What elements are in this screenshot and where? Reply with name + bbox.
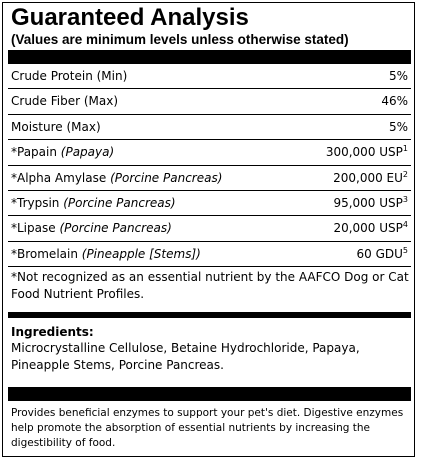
nutrient-name: *Alpha Amylase: [11, 170, 111, 185]
guaranteed-analysis-panel: [2, 2, 415, 457]
footnote-ref: 3: [402, 194, 408, 204]
footnote-ref: 5: [402, 245, 408, 255]
nutrient-name: *Lipase: [11, 221, 60, 236]
top-divider-bar: [8, 50, 411, 64]
nutrient-name: *Bromelain: [11, 246, 82, 261]
nutrient-name: *Papain: [11, 145, 61, 160]
table-row: [8, 166, 411, 191]
nutrient-footnote: *Not recognized as an essential nutrient by the AAFCO Dog or Cat Food Nutrient Profiles.: [11, 270, 409, 301]
table-row: [8, 242, 411, 267]
analysis-table: [8, 64, 411, 267]
bottom-divider-bar: [8, 387, 411, 401]
table-row: [8, 89, 411, 114]
ingredients-text: Microcrystalline Cellulose, Betaine Hydrochloride, Papaya, Pineapple Stems, Porcine Pancreas.: [11, 341, 360, 372]
panel-title: Guaranteed Analysis: [11, 4, 249, 31]
nutrient-value: 95,000 USP: [333, 195, 403, 210]
nutrient-name: Crude Fiber (Max): [11, 94, 119, 109]
ingredients-heading: Ingredients:: [11, 325, 94, 339]
nutrient-value: 200,000 EU: [333, 170, 403, 185]
footnote-ref: 2: [402, 169, 408, 179]
table-row: [8, 115, 411, 140]
footnote-ref: 1: [402, 144, 408, 154]
nutrient-value: 20,000 USP: [333, 221, 403, 236]
nutrient-source: (Papaya): [60, 145, 115, 160]
nutrient-name: Moisture (Max): [11, 119, 101, 134]
table-row: [8, 64, 411, 89]
nutrient-source: (Porcine Pancreas): [63, 195, 176, 210]
panel-subtitle: (Values are minimum levels unless otherwise stated): [11, 32, 349, 47]
table-row: [8, 191, 411, 216]
nutrient-value: 46%: [381, 94, 408, 109]
nutrient-source: (Porcine Pancreas): [110, 170, 223, 185]
nutrient-source: (Pineapple [Stems]): [81, 246, 201, 261]
middle-divider-bar: [8, 312, 411, 318]
nutrient-name: Crude Protein (Min): [11, 69, 128, 83]
nutrient-source: (Porcine Pancreas): [59, 221, 172, 236]
nutrient-value: 60 GDU: [356, 246, 403, 261]
table-row: [8, 140, 411, 165]
nutrient-value: 5%: [388, 119, 408, 134]
nutrient-name: *Trypsin: [11, 195, 64, 210]
table-row: [8, 216, 411, 241]
nutrient-value: 5%: [388, 69, 408, 83]
footnote-ref: 4: [402, 220, 408, 230]
nutrient-value: 300,000 USP: [325, 145, 403, 160]
product-description: Provides beneficial enzymes to support your pet's diet. Digestive enzymes help promote the absorption of essential nutrients by increasing the digestibility of food.: [11, 407, 404, 449]
